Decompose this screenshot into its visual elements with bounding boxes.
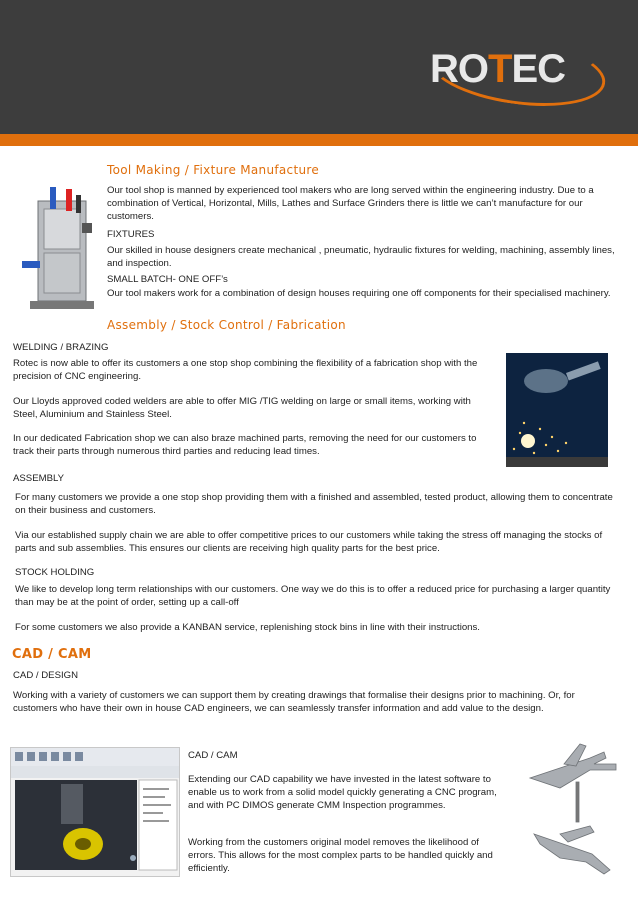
welding-paragraph-3: In our dedicated Fabrication shop we can also braze machined parts, removing the need for our customers to track their parts through numerous third parties and reducing lead times.	[13, 433, 477, 457]
assembly-heading: Assembly / Stock Control / Fabrication	[107, 318, 346, 332]
welding-photo	[506, 353, 608, 467]
rotec-logo	[428, 38, 606, 102]
welding-subheading: WELDING / BRAZING	[13, 342, 109, 353]
stock-paragraph-2: For some customers we also provide a KANBAN service, replenishing stock bins in line with their instructions.	[15, 622, 480, 633]
welding-paragraph-1: Rotec is now able to offer its customers a one stop shop combining the flexibility of a fabrication shop with the precision of CNC engineering.	[13, 358, 478, 382]
header-accent-bar	[0, 134, 638, 146]
stock-paragraph-1: We like to develop long term relationships with our customers. One way we do this is to offer a reduced price for purchasing a larger quantity than may be at the point of order, setting up a call-off	[15, 584, 611, 608]
fixtures-text: Our skilled in house designers create mechanical , pneumatic, hydraulic fixtures for welding, machining, assembly lines, and inspection.	[107, 245, 615, 269]
welding-paragraph-2: Our Lloyds approved coded welders are able to offer MIG /TIG welding on large or small items, working with Steel, Aluminium and Stainless Steel.	[13, 396, 471, 420]
assembly-paragraph-2: Via our established supply chain we are able to offer competitive prices to our customers while taking the stress off managing the stocks of parts and sub assemblies. This ensures our clients are receiving high quality parts for the best price.	[15, 530, 603, 554]
fixtures-subheading: FIXTURES	[107, 229, 155, 240]
cad-cam-heading: CAD / CAM	[12, 647, 92, 662]
spitfire-models-image	[520, 734, 624, 884]
fixture-machine-image	[20, 183, 102, 313]
small-batch-text: Our tool makers work for a combination of design houses requiring one off components for their specialised machinery.	[107, 288, 611, 299]
cad-cam-subheading: CAD / CAM	[188, 750, 238, 761]
stock-holding-subheading: STOCK HOLDING	[15, 567, 95, 578]
tool-intro-text: Our tool shop is manned by experienced tool makers who are long served within the engineering industry. Due to a combination of Vertical, Horizontal, Mills, Lathes and Surface Grinders there is little we can’t manufacture for our customers.	[107, 185, 594, 222]
cad-cam-paragraph-2: Working from the customers original model removes the likelihood of errors. This allows for the most complex parts to be handled quickly and efficiently.	[188, 837, 493, 874]
small-batch-subheading: SMALL BATCH- ONE OFF’s	[107, 274, 228, 285]
tool-making-heading: Tool Making / Fixture Manufacture	[107, 163, 320, 177]
cad-software-screenshot	[10, 747, 180, 877]
cad-design-text: Working with a variety of customers we can support them by creating drawings that formalise their designs prior to machining. Or, for customers who have their own in house CAD engineers, we can seamlessly transfer information and add value to the design.	[13, 690, 575, 714]
cad-design-subheading: CAD / DESIGN	[13, 670, 79, 681]
assembly-subheading: ASSEMBLY	[13, 473, 65, 484]
cad-cam-paragraph-1: Extending our CAD capability we have invested in the latest software to enable us to work from a solid model quickly generating a CNC program, and with PC DIMOS generate CMM Inspection programmes.	[188, 774, 497, 811]
logo-wordmark: ROTEC	[430, 47, 566, 91]
assembly-paragraph-1: For many customers we provide a one stop shop providing them with a finished and assembled, tested product, allowing them to concentrate on their business and customers.	[15, 492, 613, 516]
